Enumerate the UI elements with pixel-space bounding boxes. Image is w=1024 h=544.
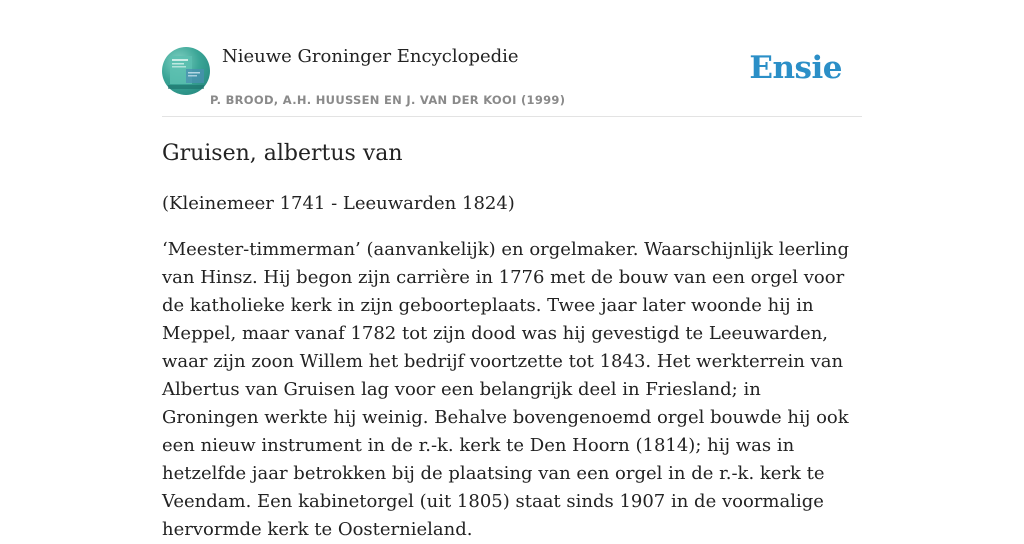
article-title: Gruisen, albertus van [162, 141, 403, 166]
article-lifespan: (Kleinemeer 1741 - Leeuwarden 1824) [162, 193, 515, 214]
source-authors: P. BROOD, A.H. HUUSSEN EN J. VAN DER KOOI (1999) [210, 93, 566, 107]
source-avatar[interactable] [162, 47, 210, 95]
source-header [162, 40, 862, 117]
book-cover-icon [162, 47, 210, 95]
ensie-logo-link[interactable]: Ensie [749, 50, 842, 86]
source-title[interactable]: Nieuwe Groninger Encyclopedie [222, 46, 519, 67]
article-body: ‘Meester-timmerman’ (aanvankelijk) en orgelmaker. Waarschijnlijk leerling van Hinsz. Hij begon zijn carrière in 1776 met de bouw van een orgel voor de katholieke kerk in zijn geboorteplaats. Twee jaar later woonde hij in Meppel, maar vanaf 1782 tot zijn dood was hij gevestigd te Leeuwarden, waar zijn zoon Willem het bedrijf voortzette tot 1843. Het werkterrein van Albertus van Gruisen lag voor een belangrijk deel in Friesland; in Groningen werkte hij weinig. Behalve bovengenoemd orgel bouwde hij ook een nieuw instrument in de r.-k. kerk te Den Hoorn (1814); hij was in hetzelfde jaar betrokken bij de plaatsing van een orgel in de r.-k. kerk te Veendam. Een kabinetorgel (uit 1805) staat sinds 1907 in de voormalige hervormde kerk te Oosternieland. [162, 239, 849, 540]
article [162, 138, 862, 544]
